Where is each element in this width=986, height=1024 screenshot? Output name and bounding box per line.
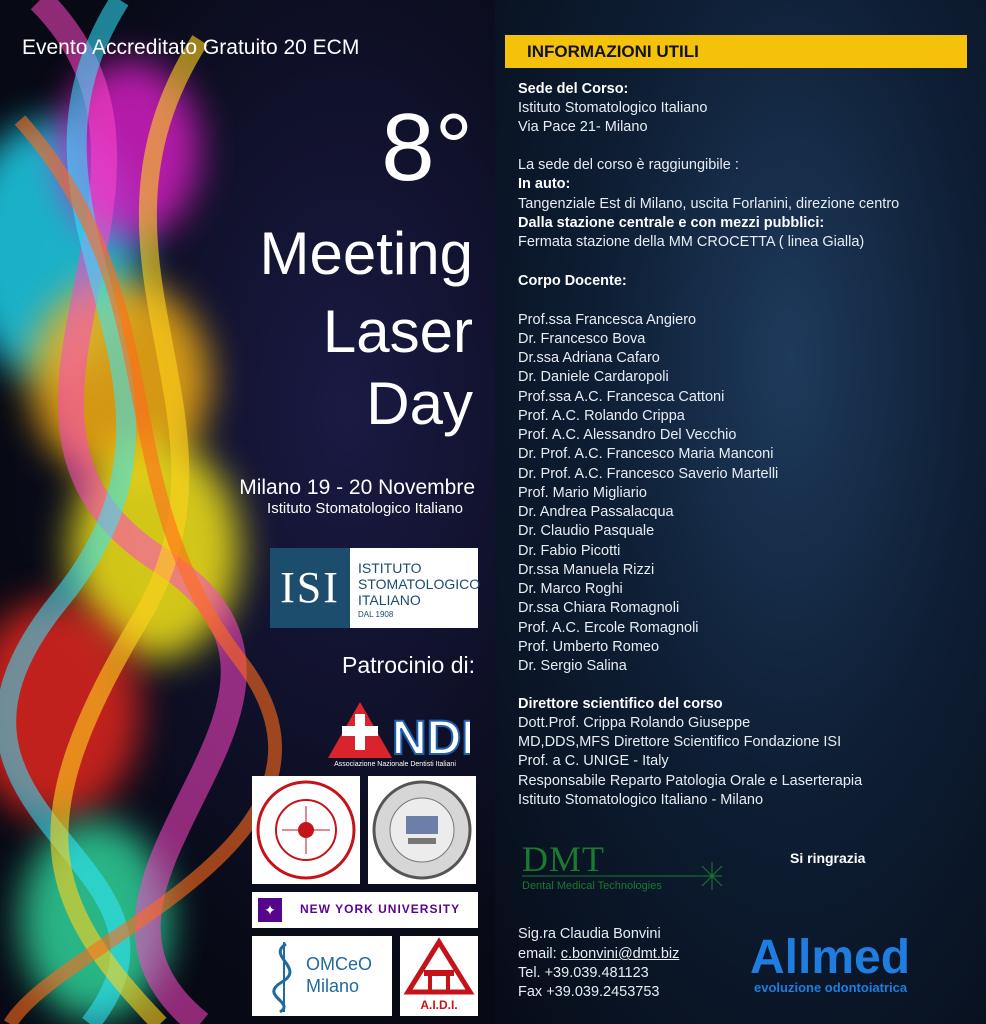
director-line: Dott.Prof. Crippa Rolando Giuseppe [518,715,751,731]
venue-name: Istituto Stomatologico Italiano [518,100,708,116]
director-line: Istituto Stomatologico Italiano - Milano [518,792,764,808]
venue-address: Via Pace 21- Milano [518,119,648,135]
dmt-logo [522,838,732,896]
event-title-line-2: Laser [322,298,473,365]
faculty-member: Dr. Claudio Pasquale [518,523,655,539]
faculty-member: Prof. Umberto Romeo [518,639,660,655]
silo-seal-icon [252,776,360,884]
faculty-member: Prof.ssa Francesca Angiero [518,312,697,328]
event-dates: Milano 19 - 20 Novembre [239,476,475,499]
omceo-line-2: Milano [306,976,360,996]
contact-name: Sig.ra Claudia Bonvini [518,926,661,942]
director-line: Prof. a C. UNIGE - Italy [518,753,669,769]
event-institute: Istituto Stomatologico Italiano [267,500,463,517]
email-link[interactable]: c.bonvini@dmt.biz [560,946,680,962]
director-line: Responsabile Reparto Patologia Orale e Laserterapia [518,773,863,789]
allmed-tagline: evoluzione odontoiatrica [754,980,908,995]
faculty-member: Dr.ssa Adriana Cafaro [518,350,660,366]
aidi-mark-icon [400,936,478,996]
accreditation-text: Evento Accreditato Gratuito 20 ECM [22,36,360,59]
faculty-member: Dr. Sergio Salina [518,658,627,674]
andi-logo [320,700,470,768]
faculty-member: Dr. Daniele Cardaropoli [518,369,669,385]
edition-number: 8° [381,94,473,201]
isi-logo-line: ITALIANO [358,592,421,608]
contact-email-row [518,946,679,962]
faculty-member: Dr.ssa Manuela Rizzi [518,562,655,578]
isi-logo-line: ISTITUTO [358,560,422,576]
nyu-name: NEW YORK UNIVERSITY [300,902,461,916]
faculty-member: Dr. Prof. A.C. Francesco Maria Manconi [518,446,774,462]
san-raffaele-seal-icon [368,776,476,884]
thanks-label: Si ringrazia [790,850,866,866]
venue-heading: Sede del Corso: [518,81,629,97]
omceo-milano-logo [252,936,392,1016]
email-label: email: [518,946,561,962]
director-heading: Direttore scientifico del corso [518,696,723,712]
reach-intro: La sede del corso è raggiungibile : [518,157,739,173]
faculty-member: Prof.ssa A.C. Francesca Cattoni [518,389,725,405]
nyu-logo [252,892,478,928]
faculty-member: Prof. A.C. Rolando Crippa [518,408,685,424]
contact-tel: Tel. +39.039.481123 [518,965,649,981]
isi-logo-mark: ISI [270,548,350,628]
isi-logo [270,548,481,628]
isi-logo-line: DAL 1908 [358,610,394,619]
isi-logo-line: STOMATOLOGICO [358,576,481,592]
andi-caption: Associazione Nazionale Dentisti Italiani [334,761,456,768]
by-car-text: Tangenziale Est di Milano, uscita Forlanini, direzione centro [518,196,900,212]
aidi-name: A.I.D.I. [420,998,458,1012]
silo-society-seal-logo [252,776,360,884]
dmt-mark: DMT [522,839,605,879]
faculty-member: Dr. Prof. A.C. Francesco Saverio Martelli [518,466,779,482]
info-header-bar [505,35,967,68]
faculty-member: Dr. Andrea Passalacqua [518,504,674,520]
caduceus-icon [256,936,310,1016]
svg-text:NDI: NDI [392,712,470,760]
public-transport-text: Fermata stazione della MM CROCETTA ( linea Gialla) [518,234,865,250]
info-header-title: INFORMAZIONI UTILI [527,42,699,61]
andi-mark-icon [320,700,470,760]
torch-icon: ✦ [258,898,282,922]
omceo-line-1: OMCeO [306,954,373,974]
faculty-member: Prof. A.C. Ercole Romagnoli [518,620,699,636]
aidi-logo [400,936,478,1016]
patronage-label: Patrocinio di: [342,652,475,678]
dmt-tagline: Dental Medical Technologies [522,880,662,892]
faculty-member: Dr. Francesco Bova [518,331,646,347]
faculty-member: Dr. Fabio Picotti [518,543,621,559]
event-title-line-1: Meeting [259,220,473,287]
faculty-member: Prof. Mario Migliario [518,485,647,501]
faculty-member: Dr. Marco Roghi [518,581,623,597]
public-transport-label: Dalla stazione centrale e con mezzi pubblici: [518,215,825,231]
faculty-member: Dr.ssa Chiara Romagnoli [518,600,680,616]
faculty-member: Prof. A.C. Alessandro Del Vecchio [518,427,737,443]
contact-fax: Fax +39.039.2453753 [518,984,660,1000]
san-raffaele-seal-logo [368,776,476,884]
allmed-logo-mark: Allmed [750,931,911,984]
event-title-line-3: Day [366,370,473,437]
by-car-label: In auto: [518,176,571,192]
director-line: MD,DDS,MFS Direttore Scientifico Fondazione ISI [518,734,842,750]
faculty-heading: Corpo Docente: [518,273,627,289]
